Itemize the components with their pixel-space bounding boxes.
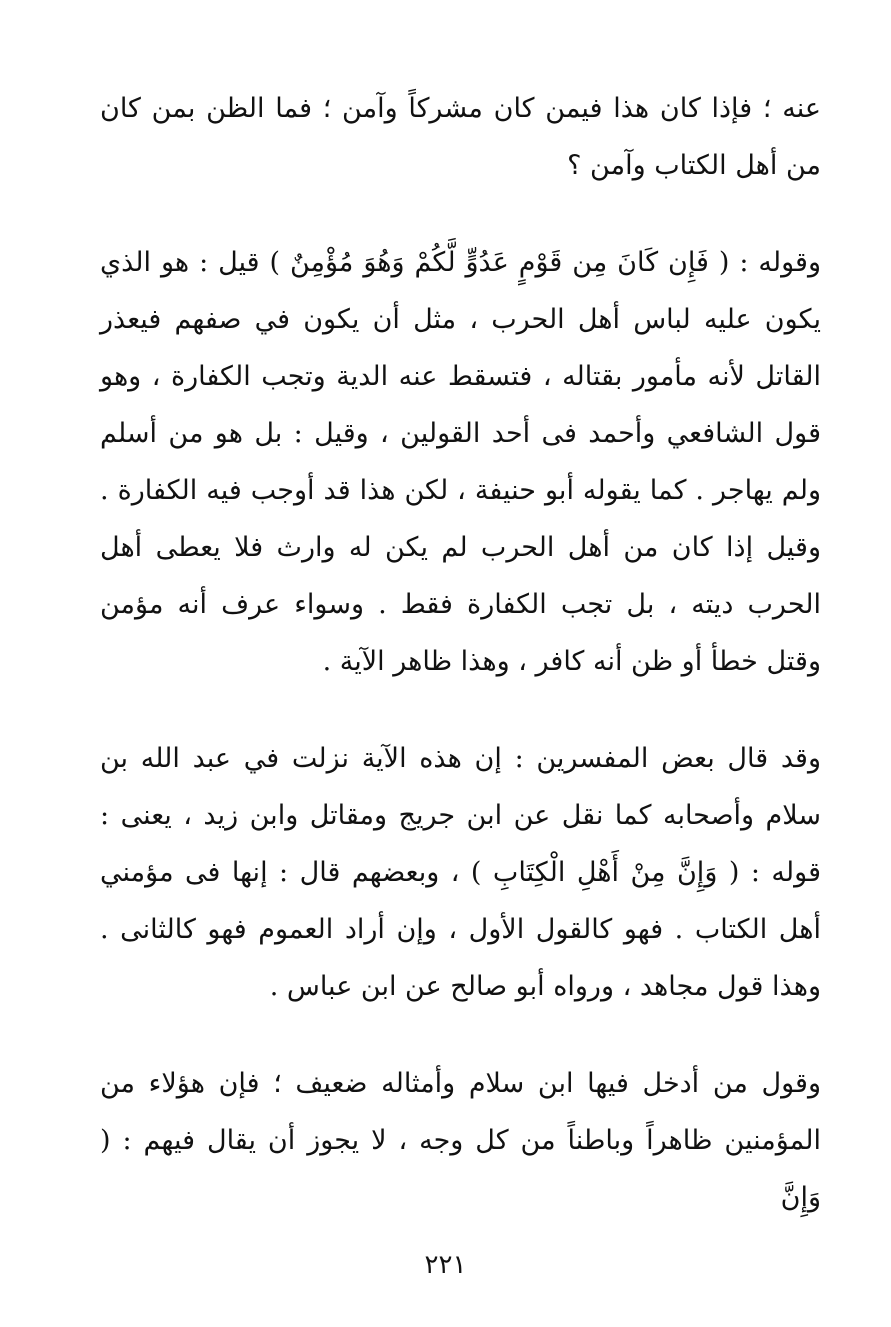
paragraph-4-text: وقول من أدخل فيها ابن سلام وأمثاله ضعيف ؛ فإن هؤلاء من المؤمنين ظاهراً وباطناً من كل وجه ، لا يجوز أن يقال فيهم : ( وَإِنَّ <box>100 1068 821 1213</box>
paragraph-1-text: عنه ؛ فإذا كان هذا فيمن كان مشركاً وآمن ؛ فما الظن بمن كان من أهل الكتاب وآمن ؟ <box>100 93 821 181</box>
paragraph-3 <box>100 730 821 1015</box>
paragraph-2-text: ) قيل : هو الذي يكون عليه لباس أهل الحرب ، مثل أن يكون في صفهم فيعذر القاتل لأنه مأمور بقتاله ، فتسقط عنه الدية وتجب الكفارة ، وهو قول الشافعي وأحمد فى أحد القولين ، وقيل : بل هو من أسلم ولم يهاجر . كما يقوله أبو حنيفة ، لكن هذا قد أوجب فيه الكفارة . وقيل إذا كان من أهل الحرب لم يكن له وارث فلا يعطى أهل الحرب ديته ، بل تجب الكفارة فقط . وسواء عرف أنه مؤمن وقتل خطأ أو ظن أنه كافر ، وهذا ظاهر الآية . <box>100 247 821 677</box>
paragraph-3-text: ) ، وبعضهم قال : إنها فى مؤمني أهل الكتاب . فهو كالقول الأول ، وإن أراد العموم فهو كالثانى . وهذا قول مجاهد ، ورواه أبو صالح عن ابن عباس . <box>100 857 821 1002</box>
quran-verse-quote-2: وَإِنَّ مِنْ أَهْلِ الْكِتَابِ <box>481 857 718 888</box>
paragraph-4 <box>100 1055 821 1226</box>
paragraph-2 <box>100 234 821 690</box>
paragraph-2-lead: وقوله : ( <box>718 247 821 278</box>
page-number: ٢٢١ <box>424 1250 467 1280</box>
quran-verse-quote: فَإِن كَانَ مِن قَوْمٍ عَدُوٍّ لَّكُمْ وَهُوَ مُؤْمِنٌ <box>280 247 709 278</box>
paragraph-3-lead: وقد قال بعض المفسرين : إن هذه الآية نزلت في عبد الله بن سلام وأصحابه كما نقل عن ابن جريج ومقاتل وابن زيد ، يعنى : قوله : ( <box>100 743 821 888</box>
paragraph-1 <box>100 80 821 194</box>
